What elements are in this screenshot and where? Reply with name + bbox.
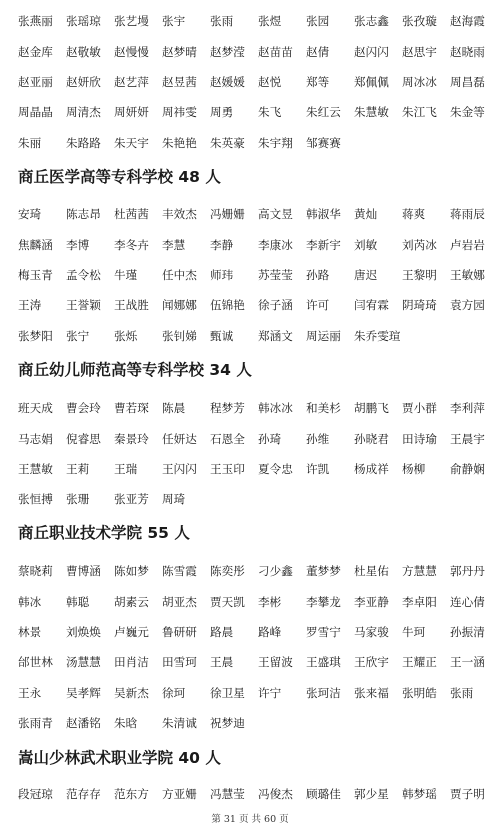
name-cell: 唐迟: [354, 267, 378, 282]
name-cell: 李康冰: [258, 237, 293, 252]
section-heading-shaolin: 嵩山少林武术职业学院 40 人: [18, 749, 221, 767]
name-cell: 李博: [66, 237, 90, 252]
name-cell: 周晶晶: [18, 105, 53, 120]
name-cell: 郑佩佩: [354, 74, 389, 89]
name-cell: 徐卫星: [210, 685, 245, 700]
name-cell: 朱英豪: [210, 135, 245, 150]
name-cell: 马志娟: [18, 431, 53, 446]
section-heading-vocational: 商丘职业技术学院 55 人: [18, 524, 190, 542]
name-cell: 周冰冰: [402, 74, 437, 89]
name-cell: 张园: [306, 14, 330, 29]
name-cell: 袁方园: [450, 298, 485, 313]
name-cell: 王留波: [258, 655, 293, 670]
name-cell: 焦麟涵: [18, 237, 53, 252]
name-cell: 黄灿: [354, 207, 378, 222]
name-cell: 赵艺萍: [114, 74, 149, 89]
name-cell: 赵思宇: [402, 44, 437, 59]
name-cell: 赵闪闪: [354, 44, 389, 59]
name-cell: 孙晓君: [354, 431, 389, 446]
name-cell: 朱天宇: [114, 135, 149, 150]
name-cell: 贾天凯: [210, 594, 245, 609]
name-cell: 周昌磊: [450, 74, 485, 89]
name-cell: 曹若琛: [114, 401, 149, 416]
name-cell: 朱丽: [18, 135, 42, 150]
section-heading-preschool: 商丘幼儿师范高等专科学校 34 人: [18, 361, 252, 379]
name-cell: 周运丽: [306, 328, 341, 343]
name-cell: 蒋爽: [402, 207, 426, 222]
name-cell: 杜茜茜: [114, 207, 149, 222]
name-cell: 牛瑾: [114, 267, 138, 282]
name-cell: 赵梦晴: [162, 44, 197, 59]
name-cell: 秦景玲: [114, 431, 149, 446]
name-cell: 牛珂: [402, 624, 426, 639]
name-cell: 胡鹏飞: [354, 401, 389, 416]
name-grid-continued: [18, 6, 498, 158]
name-cell: 张燕丽: [18, 14, 53, 29]
name-cell: 曹会玲: [66, 401, 101, 416]
name-cell: 周清杰: [66, 105, 101, 120]
name-cell: 李冬卉: [114, 237, 149, 252]
name-cell: 冯俊杰: [258, 787, 293, 802]
name-cell: 孙维: [306, 431, 330, 446]
name-cell: 冯姗姗: [210, 207, 245, 222]
name-cell: 班天成: [18, 401, 53, 416]
name-cell: 田诗瑜: [402, 431, 437, 446]
name-cell: 闫宥霖: [354, 298, 389, 313]
name-cell: 方亚姗: [162, 787, 197, 802]
name-cell: 张烁: [114, 328, 138, 343]
name-cell: 赵苗苗: [258, 44, 293, 59]
name-cell: 朱慧敏: [354, 105, 389, 120]
name-cell: 范存存: [66, 787, 101, 802]
name-cell: 王涛: [18, 298, 42, 313]
name-cell: 朱江飞: [402, 105, 437, 120]
name-cell: 王欣宇: [354, 655, 389, 670]
name-cell: 王慧敏: [18, 461, 53, 476]
name-cell: 张珂洁: [306, 685, 341, 700]
section-heading-medical: 商丘医学高等专科学校 48 人: [18, 168, 221, 186]
name-cell: 周祎雯: [162, 105, 197, 120]
name-cell: 师玮: [210, 267, 234, 282]
name-cell: 张宇: [162, 14, 186, 29]
name-cell: 卢岩岩: [450, 237, 485, 252]
name-cell: 王一涵: [450, 655, 485, 670]
name-cell: 闻娜娜: [162, 298, 197, 313]
name-cell: 冯慧莹: [210, 787, 245, 802]
name-cell: 徐子涵: [258, 298, 293, 313]
name-cell: 伍锦艳: [210, 298, 245, 313]
name-cell: 赵媛媛: [210, 74, 245, 89]
name-cell: 朱金等: [450, 105, 485, 120]
name-cell: 任妍达: [162, 431, 197, 446]
name-cell: 李新宇: [306, 237, 341, 252]
name-cell: 韩冰冰: [258, 401, 293, 416]
name-cell: 吴新杰: [114, 685, 149, 700]
name-cell: 田肖洁: [114, 655, 149, 670]
name-cell: 韩冰: [18, 594, 42, 609]
name-cell: 李静: [210, 237, 234, 252]
name-cell: 安琦: [18, 207, 42, 222]
name-cell: 苏莹莹: [258, 267, 293, 282]
name-cell: 刘焕焕: [66, 624, 101, 639]
name-cell: 陈雪霞: [162, 564, 197, 579]
name-cell: 郑等: [306, 74, 330, 89]
name-cell: 张瑶琼: [66, 14, 101, 29]
name-cell: 朱路路: [66, 135, 101, 150]
name-cell: 夏令忠: [258, 461, 293, 476]
name-grid-vocational: [18, 556, 498, 738]
name-cell: 孟令松: [66, 267, 101, 282]
name-cell: 朱乔雯瑄: [354, 328, 401, 343]
name-cell: 祝梦迪: [210, 716, 245, 731]
name-cell: 李亚静: [354, 594, 389, 609]
name-cell: 张雨青: [18, 716, 53, 731]
name-cell: 赵倩: [306, 44, 330, 59]
name-cell: 田雪珂: [162, 655, 197, 670]
name-cell: 韩梦瑶: [402, 787, 437, 802]
name-cell: 王晨: [210, 655, 234, 670]
name-cell: 朱飞: [258, 105, 282, 120]
name-cell: 张煜: [258, 14, 282, 29]
name-cell: 张志鑫: [354, 14, 389, 29]
name-cell: 王盛琪: [306, 655, 341, 670]
name-cell: 曹博涵: [66, 564, 101, 579]
name-cell: 孙琦: [258, 431, 282, 446]
name-cell: 郭少星: [354, 787, 389, 802]
name-cell: 韩聪: [66, 594, 90, 609]
name-cell: 胡素云: [114, 594, 149, 609]
name-cell: 张来福: [354, 685, 389, 700]
name-cell: 段冠琼: [18, 787, 53, 802]
name-cell: 张梦阳: [18, 328, 53, 343]
name-cell: 李卓阳: [402, 594, 437, 609]
name-cell: 鲁研研: [162, 624, 197, 639]
name-cell: 任中杰: [162, 267, 197, 282]
name-cell: 王瑞: [114, 461, 138, 476]
name-cell: 路晨: [210, 624, 234, 639]
name-cell: 林景: [18, 624, 42, 639]
name-cell: 许可: [306, 298, 330, 313]
name-cell: 王莉: [66, 461, 90, 476]
name-cell: 王晨宇: [450, 431, 485, 446]
name-cell: 王永: [18, 685, 42, 700]
name-cell: 朱红云: [306, 105, 341, 120]
name-cell: 张艺墁: [114, 14, 149, 29]
name-cell: 汤慧慧: [66, 655, 101, 670]
name-cell: 路峰: [258, 624, 282, 639]
name-cell: 邹赛赛: [306, 135, 341, 150]
name-cell: 高文昱: [258, 207, 293, 222]
name-cell: 朱晗: [114, 716, 138, 731]
name-cell: 朱清诚: [162, 716, 197, 731]
name-cell: 杨成祥: [354, 461, 389, 476]
name-cell: 李攀龙: [306, 594, 341, 609]
name-cell: 郑涵文: [258, 328, 293, 343]
name-cell: 王耀正: [402, 655, 437, 670]
name-cell: 蒋雨辰: [450, 207, 485, 222]
name-cell: 刘芮冰: [402, 237, 437, 252]
name-grid-medical: [18, 199, 498, 351]
name-cell: 赵晓雨: [450, 44, 485, 59]
name-cell: 刘敏: [354, 237, 378, 252]
name-cell: 张雨: [450, 685, 474, 700]
name-cell: 孙振清: [450, 624, 485, 639]
name-cell: 董梦梦: [306, 564, 341, 579]
name-cell: 梅玉青: [18, 267, 53, 282]
name-cell: 李慧: [162, 237, 186, 252]
name-cell: 石恩全: [210, 431, 245, 446]
name-cell: 徐珂: [162, 685, 186, 700]
name-cell: 周妍妍: [114, 105, 149, 120]
name-cell: 陈晨: [162, 401, 186, 416]
name-cell: 连心倩: [450, 594, 485, 609]
name-cell: 朱宇翔: [258, 135, 293, 150]
name-cell: 倪睿思: [66, 431, 101, 446]
name-cell: 赵悦: [258, 74, 282, 89]
name-cell: 范东方: [114, 787, 149, 802]
name-cell: 赵金库: [18, 44, 53, 59]
name-cell: 张雨: [210, 14, 234, 29]
name-cell: 朱艳艳: [162, 135, 197, 150]
name-cell: 丰效杰: [162, 207, 197, 222]
name-cell: 赵梦滢: [210, 44, 245, 59]
name-cell: 王玉印: [210, 461, 245, 476]
name-cell: 阴琦琦: [402, 298, 437, 313]
name-cell: 张孜璇: [402, 14, 437, 29]
name-cell: 贾小群: [402, 401, 437, 416]
name-cell: 赵潘铭: [66, 716, 101, 731]
page-footer: 第 31 页 共 60 页: [211, 814, 289, 825]
name-cell: 张宁: [66, 328, 90, 343]
name-cell: 周琦: [162, 492, 186, 507]
name-cell: 赵敬敏: [66, 44, 101, 59]
name-cell: 赵昱茜: [162, 74, 197, 89]
name-cell: 王敏娜: [450, 267, 485, 282]
name-grid-shaolin: [18, 779, 498, 809]
name-cell: 邰世林: [18, 655, 53, 670]
name-cell: 孙路: [306, 267, 330, 282]
name-cell: 陈志昂: [66, 207, 101, 222]
name-cell: 张珊: [66, 492, 90, 507]
name-cell: 韩淑华: [306, 207, 341, 222]
name-cell: 蔡晓莉: [18, 564, 53, 579]
name-cell: 杜星佑: [354, 564, 389, 579]
name-cell: 李利萍: [450, 401, 485, 416]
name-cell: 胡亚杰: [162, 594, 197, 609]
name-cell: 赵慢慢: [114, 44, 149, 59]
name-cell: 赵亚丽: [18, 74, 53, 89]
name-cell: 张钊娣: [162, 328, 197, 343]
name-cell: 张恒搏: [18, 492, 53, 507]
name-cell: 王战胜: [114, 298, 149, 313]
name-cell: 王闪闪: [162, 461, 197, 476]
name-cell: 王誉颖: [66, 298, 101, 313]
name-cell: 马家骏: [354, 624, 389, 639]
name-cell: 甄诚: [210, 328, 234, 343]
name-cell: 吴孝辉: [66, 685, 101, 700]
name-cell: 郭丹丹: [450, 564, 485, 579]
name-cell: 陈如梦: [114, 564, 149, 579]
name-cell: 赵妍欣: [66, 74, 101, 89]
name-cell: 张亚芳: [114, 492, 149, 507]
name-cell: 王黎明: [402, 267, 437, 282]
name-cell: 卢巍元: [114, 624, 149, 639]
name-cell: 贾子明: [450, 787, 485, 802]
name-cell: 李彬: [258, 594, 282, 609]
name-cell: 和美杉: [306, 401, 341, 416]
name-grid-preschool: [18, 393, 498, 515]
name-cell: 张明皓: [402, 685, 437, 700]
name-cell: 俞静娴: [450, 461, 485, 476]
name-cell: 陈奕彤: [210, 564, 245, 579]
name-cell: 刁少鑫: [258, 564, 293, 579]
name-cell: 罗雪宁: [306, 624, 341, 639]
name-cell: 周勇: [210, 105, 234, 120]
name-cell: 顾璐佳: [306, 787, 341, 802]
name-cell: 许凯: [306, 461, 330, 476]
name-cell: 方慧慧: [402, 564, 437, 579]
name-cell: 程梦芳: [210, 401, 245, 416]
name-cell: 杨柳: [402, 461, 426, 476]
name-cell: 许宁: [258, 685, 282, 700]
name-cell: 赵海霞: [450, 14, 485, 29]
